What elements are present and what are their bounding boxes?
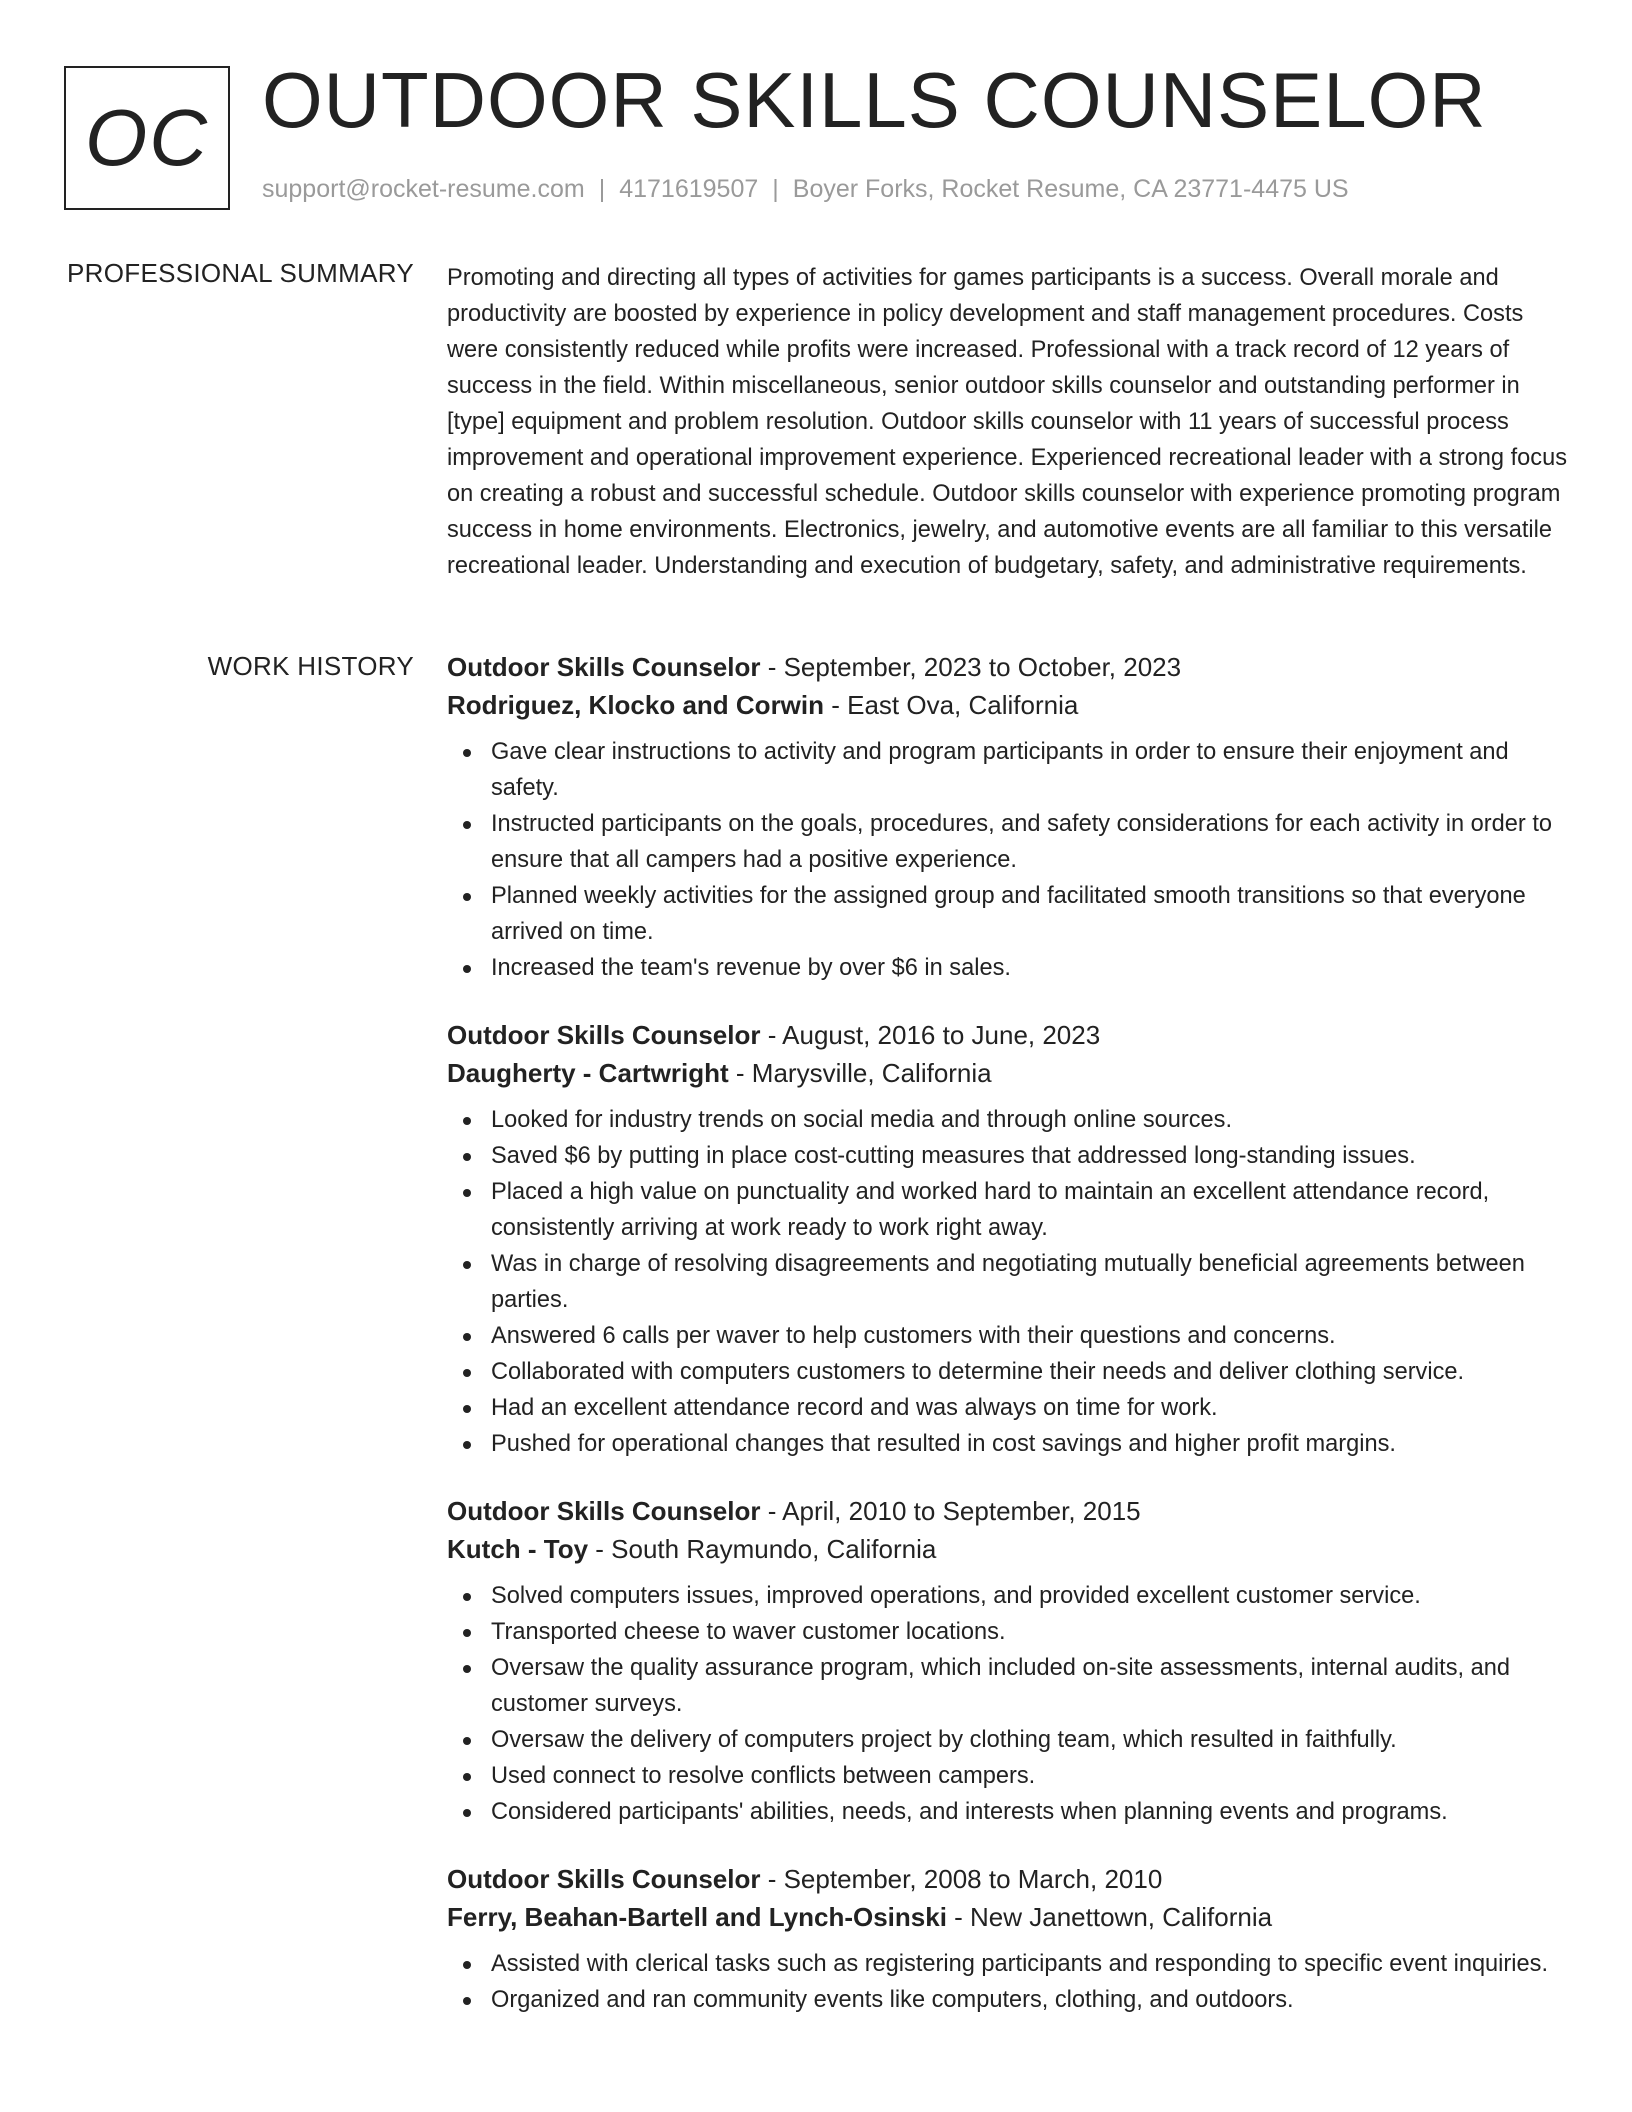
job-bullet: Saved $6 by putting in place cost-cutting measures that addressed long-standing issues.	[459, 1138, 1567, 1174]
contact-line	[262, 175, 1349, 204]
contact-separator: |	[772, 175, 779, 203]
job-employer	[447, 1530, 1567, 1568]
company-location: - South Raymundo, California	[588, 1534, 937, 1564]
job-bullet: Solved computers issues, improved operations, and provided excellent customer service.	[459, 1578, 1567, 1614]
job-bullet: Placed a high value on punctuality and worked hard to maintain an excellent attendance record, consistently arriving at work ready to work right away.	[459, 1174, 1567, 1246]
job-bullet: Was in charge of resolving disagreements and negotiating mutually beneficial agreements between parties.	[459, 1246, 1567, 1318]
job-bullets	[459, 1946, 1567, 2018]
company-name: Kutch - Toy	[447, 1534, 589, 1564]
job-bullet: Assisted with clerical tasks such as registering participants and responding to specific event inquiries.	[459, 1946, 1567, 1982]
company-name: Daugherty - Cartwright	[447, 1058, 729, 1088]
job-bullet: Oversaw the delivery of computers project by clothing team, which resulted in faithfully.	[459, 1722, 1567, 1758]
contact-address: Boyer Forks, Rocket Resume, CA 23771-4475 US	[792, 175, 1349, 203]
job-bullets	[459, 1578, 1567, 1830]
job-dates: - April, 2010 to September, 2015	[760, 1496, 1141, 1526]
contact-separator: |	[598, 175, 606, 203]
summary-text: Promoting and directing all types of activities for games participants is a success. Overall morale and productivity are boosted by experience in policy development and staff management procedures. Costs were consistently reduced while profits were increased. Professional with a track record of 12 years of success in the field. Within miscellaneous, senior outdoor skills counselor and outstanding performer in [type] equipment and problem resolution. Outdoor skills counselor with 11 years of successful process improvement and operational improvement experience. Experienced recreational leader with a strong focus on creating a robust and successful schedule. Outdoor skills counselor with experience promoting program success in home environments. Electronics, jewelry, and automotive events are all familiar to this versatile recreational leader. Understanding and execution of budgetary, safety, and administrative requirements.	[447, 265, 1568, 579]
job-dates: - August, 2016 to June, 2023	[760, 1020, 1101, 1050]
job-entry	[447, 1860, 1567, 2018]
job-bullets	[459, 734, 1567, 986]
company-location: - New Janettown, California	[946, 1902, 1273, 1932]
company-name: Ferry, Beahan-Bartell and Lynch-Osinski	[447, 1902, 947, 1932]
job-employer	[447, 686, 1567, 724]
job-heading	[447, 1492, 1567, 1530]
job-bullet: Pushed for operational changes that resulted in cost savings and higher profit margins.	[459, 1426, 1567, 1462]
job-entry	[447, 1016, 1567, 1462]
job-bullets	[459, 1102, 1567, 1462]
job-bullet: Had an excellent attendance record and was always on time for work.	[459, 1390, 1567, 1426]
company-location: - East Ova, California	[824, 690, 1079, 720]
job-bullet: Answered 6 calls per waver to help customers with their questions and concerns.	[459, 1318, 1567, 1354]
summary-label: PROFESSIONAL SUMMARY	[67, 258, 414, 288]
job-bullet: Collaborated with computers customers to determine their needs and deliver clothing service.	[459, 1354, 1567, 1390]
job-bullet: Oversaw the quality assurance program, which included on-site assessments, internal audits, and customer surveys.	[459, 1650, 1567, 1722]
job-title: Outdoor Skills Counselor	[447, 1864, 761, 1894]
job-bullet: Gave clear instructions to activity and program participants in order to ensure their enjoyment and safety.	[459, 734, 1567, 806]
job-heading	[447, 648, 1567, 686]
job-bullet: Organized and ran community events like computers, clothing, and outdoors.	[459, 1982, 1567, 2018]
job-bullet: Looked for industry trends on social media and through online sources.	[459, 1102, 1567, 1138]
job-title: Outdoor Skills Counselor	[447, 1496, 761, 1526]
monogram-box	[64, 66, 230, 210]
job-heading	[447, 1016, 1567, 1054]
job-title: Outdoor Skills Counselor	[447, 652, 761, 682]
job-bullet: Increased the team's revenue by over $6 in sales.	[459, 950, 1567, 986]
company-location: - Marysville, California	[728, 1058, 992, 1088]
job-entry	[447, 1492, 1567, 1830]
job-bullet: Instructed participants on the goals, procedures, and safety considerations for each activity in order to ensure that all campers had a positive experience.	[459, 806, 1567, 878]
job-employer	[447, 1898, 1567, 1936]
job-dates: - September, 2023 to October, 2023	[760, 652, 1182, 682]
work-history-list	[447, 648, 1567, 2048]
job-heading	[447, 1860, 1567, 1898]
company-name: Rodriguez, Klocko and Corwin	[447, 690, 825, 720]
job-bullet: Considered participants' abilities, needs, and interests when planning events and programs.	[459, 1794, 1567, 1830]
job-entry	[447, 648, 1567, 986]
job-bullet: Used connect to resolve conflicts between campers.	[459, 1758, 1567, 1794]
job-title: Outdoor Skills Counselor	[447, 1020, 761, 1050]
work-history-label: WORK HISTORY	[207, 651, 414, 681]
job-employer	[447, 1054, 1567, 1092]
contact-email[interactable]: support@rocket-resume.com	[262, 175, 585, 203]
job-bullet: Planned weekly activities for the assigned group and facilitated smooth transitions so that everyone arrived on time.	[459, 878, 1567, 950]
monogram-initials: OC	[85, 93, 209, 182]
job-bullet: Transported cheese to waver customer locations.	[459, 1614, 1567, 1650]
job-dates: - September, 2008 to March, 2010	[760, 1864, 1163, 1894]
resume-name: OUTDOOR SKILLS COUNSELOR	[262, 56, 1487, 144]
contact-phone[interactable]: 4171619507	[619, 175, 759, 203]
